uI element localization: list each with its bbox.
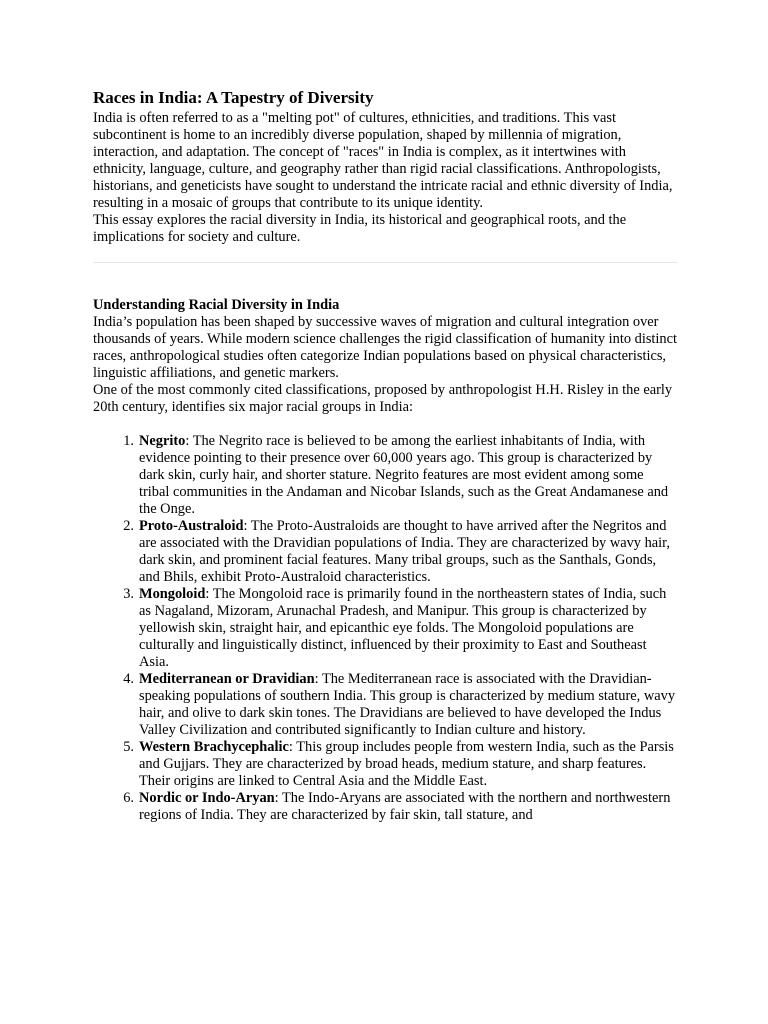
list-number: 5. xyxy=(123,739,134,755)
intro-paragraph: This essay explores the racial diversity in India, its historical and geographical roots, and the implications for society and culture. xyxy=(93,212,627,245)
list-number: 2. xyxy=(123,518,134,534)
race-description: : The Negrito race is believed to be among the earliest inhabitants of India, with evidence pointing to their presence over 60,000 years ago. This group is characterized by dark skin, curly hair, and shorter stature. Negrito features are most evident among some tribal communities in the Andaman and Nicobar Islands, such as the Great Andamanese and the Onge. xyxy=(139,433,669,517)
list-item xyxy=(93,586,677,671)
section-heading: Understanding Racial Diversity in India xyxy=(93,297,340,313)
list-item xyxy=(93,739,677,790)
section-paragraph: One of the most commonly cited classifications, proposed by anthropologist H.H. Risley in the early 20th century, identifies six major racial groups in India: xyxy=(93,382,673,415)
section-divider xyxy=(93,262,677,263)
list-number: 4. xyxy=(123,671,134,687)
race-name: Negrito xyxy=(139,433,186,449)
race-name: Nordic or Indo-Aryan xyxy=(139,790,275,806)
race-description: : This group includes people from western India, such as the Parsis and Gujjars. They are characterized by broad heads, medium stature, and sharp features. Their origins are linked to Central Asia and the Middle East. xyxy=(139,739,674,789)
list-number: 6. xyxy=(123,790,134,806)
document-page xyxy=(93,86,677,824)
race-name: Mediterranean or Dravidian xyxy=(139,671,315,687)
race-description: : The Indo-Aryans are associated with the northern and northwestern regions of India. They are characterized by fair skin, tall stature, and xyxy=(139,790,671,823)
race-description: : The Mediterranean race is associated with the Dravidian-speaking populations of southern India. This group is characterized by medium stature, wavy hair, and olive to dark skin tones. The Dravidians are believed to have developed the Indus Valley Civilization and contributed significantly to Indian culture and history. xyxy=(139,671,676,738)
list-item xyxy=(93,433,677,518)
race-name: Proto-Australoid xyxy=(139,518,244,534)
list-item xyxy=(93,518,677,586)
intro-paragraph: India is often referred to as a "melting pot" of cultures, ethnicities, and traditions. This vast subcontinent is home to an incredibly diverse population, shaped by millennia of migration, interaction, and adaptation. The concept of "races" in India is complex, as it intertwines with ethnicity, language, culture, and geography rather than rigid racial classifications. Anthropologists, historians, and geneticists have sought to understand the intricate racial and ethnic diversity of India, resulting in a mosaic of groups that contribute to its unique identity. xyxy=(93,110,673,211)
race-description: : The Mongoloid race is primarily found in the northeastern states of India, such as Nagaland, Mizoram, Arunachal Pradesh, and Manipur. This group is characterized by yellowish skin, straight hair, and epicanthic eye folds. The Mongoloid populations are culturally and linguistically distinct, influenced by their proximity to East and Southeast Asia. xyxy=(139,586,667,670)
list-item xyxy=(93,790,677,824)
race-name: Mongoloid xyxy=(139,586,206,602)
list-item xyxy=(93,671,677,739)
list-number: 3. xyxy=(123,586,134,602)
race-description: : The Proto-Australoids are thought to have arrived after the Negritos and are associated with the Dravidian populations of India. They are characterized by wavy hair, dark skin, and prominent facial features. Many tribal groups, such as the Santhals, Gonds, and Bhils, exhibit Proto-Australoid characteristics. xyxy=(139,518,670,585)
list-number: 1. xyxy=(123,433,134,449)
section-paragraph: India’s population has been shaped by successive waves of migration and cultural integration over thousands of years. While modern science challenges the rigid classification of humanity into distinct races, anthropological studies often categorize Indian populations based on physical characteristics, linguistic affiliations, and genetic markers. xyxy=(93,314,678,381)
race-name: Western Brachycephalic xyxy=(139,739,289,755)
page-title: Races in India: A Tapestry of Diversity xyxy=(93,88,374,107)
race-list xyxy=(93,433,677,824)
